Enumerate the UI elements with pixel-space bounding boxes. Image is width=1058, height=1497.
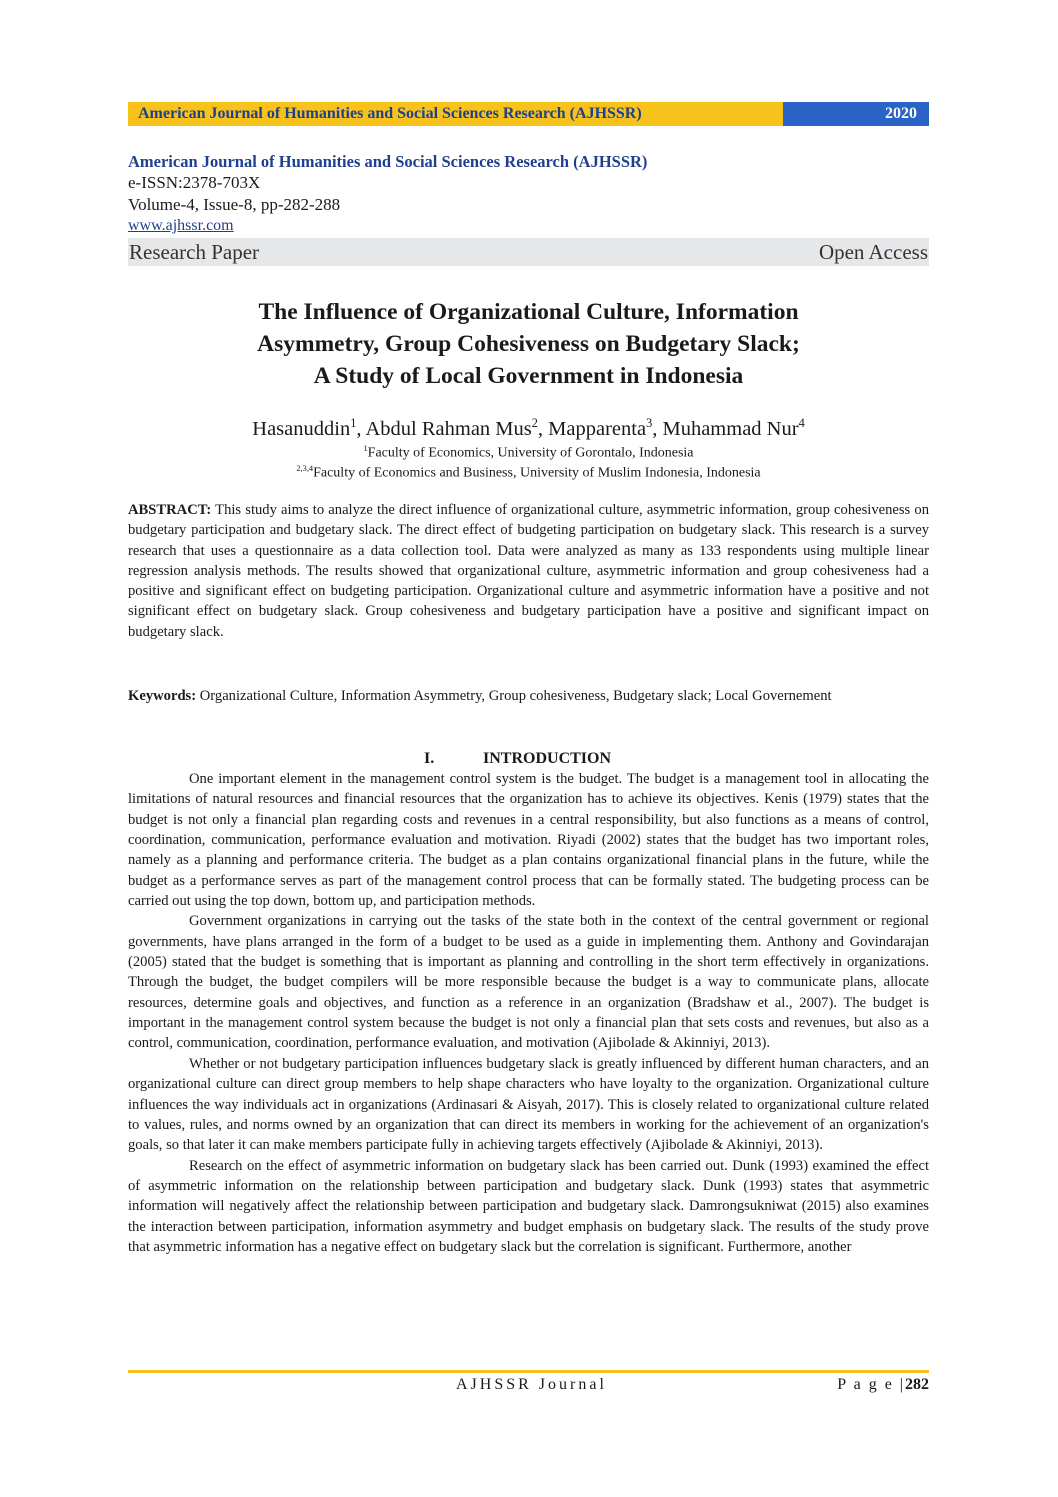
affiliation-text: Faculty of Economics and Business, University of Muslim Indonesia, Indonesia (313, 465, 761, 481)
author-sup: 2 (531, 416, 538, 430)
author-list (128, 410, 929, 442)
title-line: Asymmetry, Group Cohesiveness on Budgetary Slack; (257, 331, 800, 357)
author-name: Hasanuddin (252, 417, 351, 440)
paper-type: Research Paper (129, 239, 260, 264)
access-type: Open Access (818, 239, 928, 264)
journal-name: American Journal of Humanities and Social Sciences Research (AJHSSR) (128, 152, 648, 171)
author-name: Muhammad Nur (662, 417, 799, 440)
issn-label: e-ISSN: (128, 173, 183, 192)
affiliation-sup: 2,3,4 (296, 464, 314, 473)
abstract-text: This study aims to analyze the direct influence of organizational culture, asymmetric information, group cohesiveness on budgetary participation and budgetary slack. The direct effect of budgeting participation on budgetary slack. This research is a survey research that uses a questionnaire as a data collection tool. Data were analyzed as many as 133 respondents using multiple linear regression analysis methods. The results showed that organizational culture, asymmetric information and group cohesiveness had a positive and significant effect on budgeting participation. Organizational culture and asymmetric information have a positive and not significant effect on budgetary slack. Group cohesiveness and budgetary participation have a positive and significant impact on budgetary slack. (128, 502, 929, 640)
volume-info: Volume-4, Issue-8, pp-282-288 (128, 195, 341, 214)
author-sup: 1 (350, 416, 357, 430)
abstract (128, 500, 929, 642)
affiliation (128, 460, 929, 483)
issn (128, 172, 929, 194)
footer-page (837, 1376, 929, 1394)
paragraph: One important element in the management control system is the budget. The budget is a management tool in allocating the limitations of natural resources and financial resources that the organization has to achieve its objectives. Kenis (1979) states that the budget is not only a financial plan regarding costs and revenues in a central responsibility, but also functions as a means of control, coordination, communication, performance evaluation and motivation. Riyadi (2002) states that the budget has two important roles, namely as a planning and performance criteria. The budget as a plan contains organizational financial plans in the future, while the budget as a performance serves as part of the management control process that can be formally stated. The budgeting process can be carried out using the top down, bottom up, and participation methods. (128, 771, 929, 910)
title-line: A Study of Local Government in Indonesia (313, 363, 744, 389)
paragraph: Research on the effect of asymmetric information on budgetary slack has been carried out. Dunk (1993) examined the effect of asymmetric information on the relationship between participation and budgetary slack. Dunk (1993) states that asymmetric information will negatively affect the relationship between participation and budgetary slack. Damrongsukniwat (2015) also examines the interaction between participation, information asymmetry and budget emphasis on budgetary slack. The results of the study prove that asymmetric information has a negative effect on budgetary slack but the correlation is significant. Furthermore, another (128, 1157, 929, 1255)
author-name: Abdul Rahman Mus (365, 417, 532, 440)
page-footer (128, 1376, 929, 1396)
paragraph: Whether or not budgetary participation influences budgetary slack is greatly influenced by different human characters, and an organizational culture can direct group members to help shape characters who have loyalty to the organization. Organizational culture influences the way individuals act in organizations (Ardinasari & Aisyah, 2017). This is closely related to organizational culture related to values, rules, and norms owned by an organization that can direct its members in working for the achievement of an organization's goals, so that later it can make members participate fully in achieving targets effectively (Ajibolade & Akinniyi, 2013). (128, 1055, 929, 1154)
paper-type-bar (128, 238, 929, 266)
issn-number: 2378-703X (182, 173, 261, 192)
keywords (128, 686, 929, 706)
abstract-label: ABSTRACT: (128, 502, 212, 518)
affiliation-text: Faculty of Economics, University of Gorontalo, Indonesia (367, 445, 694, 461)
page-number: 282 (905, 1376, 929, 1393)
title-line: The Influence of Organizational Culture, Information (258, 299, 799, 325)
author-sup: 3 (646, 416, 653, 430)
author-name: Mapparenta (548, 417, 647, 440)
running-header (128, 102, 929, 126)
author-sep: , (356, 417, 366, 440)
paper-title (128, 296, 929, 392)
author-sup: 4 (798, 416, 805, 430)
header-journal-title: American Journal of Humanities and Social Sciences Research (AJHSSR) (128, 102, 783, 126)
journal-website-link[interactable]: www.ajhssr.com (128, 217, 234, 234)
author-sep: , (652, 417, 663, 440)
footer-divider (128, 1370, 929, 1373)
author-sep: , (537, 417, 549, 440)
keywords-label: Keywords: (128, 688, 197, 704)
footer-journal: AJHSSR Journal (456, 1376, 607, 1393)
section-title: INTRODUCTION (483, 750, 612, 767)
header-year: 2020 (783, 102, 929, 126)
keywords-text: Organizational Culture, Information Asymmetry, Group cohesiveness, Budgetary slack; Local Governement (196, 688, 832, 704)
section-number: I. (424, 750, 435, 767)
page-label: P a g e | (837, 1376, 905, 1393)
body-text (128, 769, 929, 1257)
affiliation-sup: 1 (363, 444, 368, 453)
journal-info (128, 152, 929, 266)
paragraph: Government organizations in carrying out the tasks of the state both in the context of the central government or regional governments, have plans arranged in the form of a budget to be used as a guide in implementing them. Anthony and Govindarajan (2005) stated that the budget is something that is important as planning and controlling in the short term effectively in organizations. Through the budget, the budget compilers will be more responsible because the budget is a way to communicate plans, allocate resources, determine goals and objectives, and function as a reference in an organization (Bradshaw et al., 2007). The budget is important in the management control system because the budget is not only a financial plan that sets costs and revenues, but also as a control, communication, coordination, performance evaluation, and motivation (Ajibolade & Akinniyi, 2013). (128, 913, 929, 1052)
